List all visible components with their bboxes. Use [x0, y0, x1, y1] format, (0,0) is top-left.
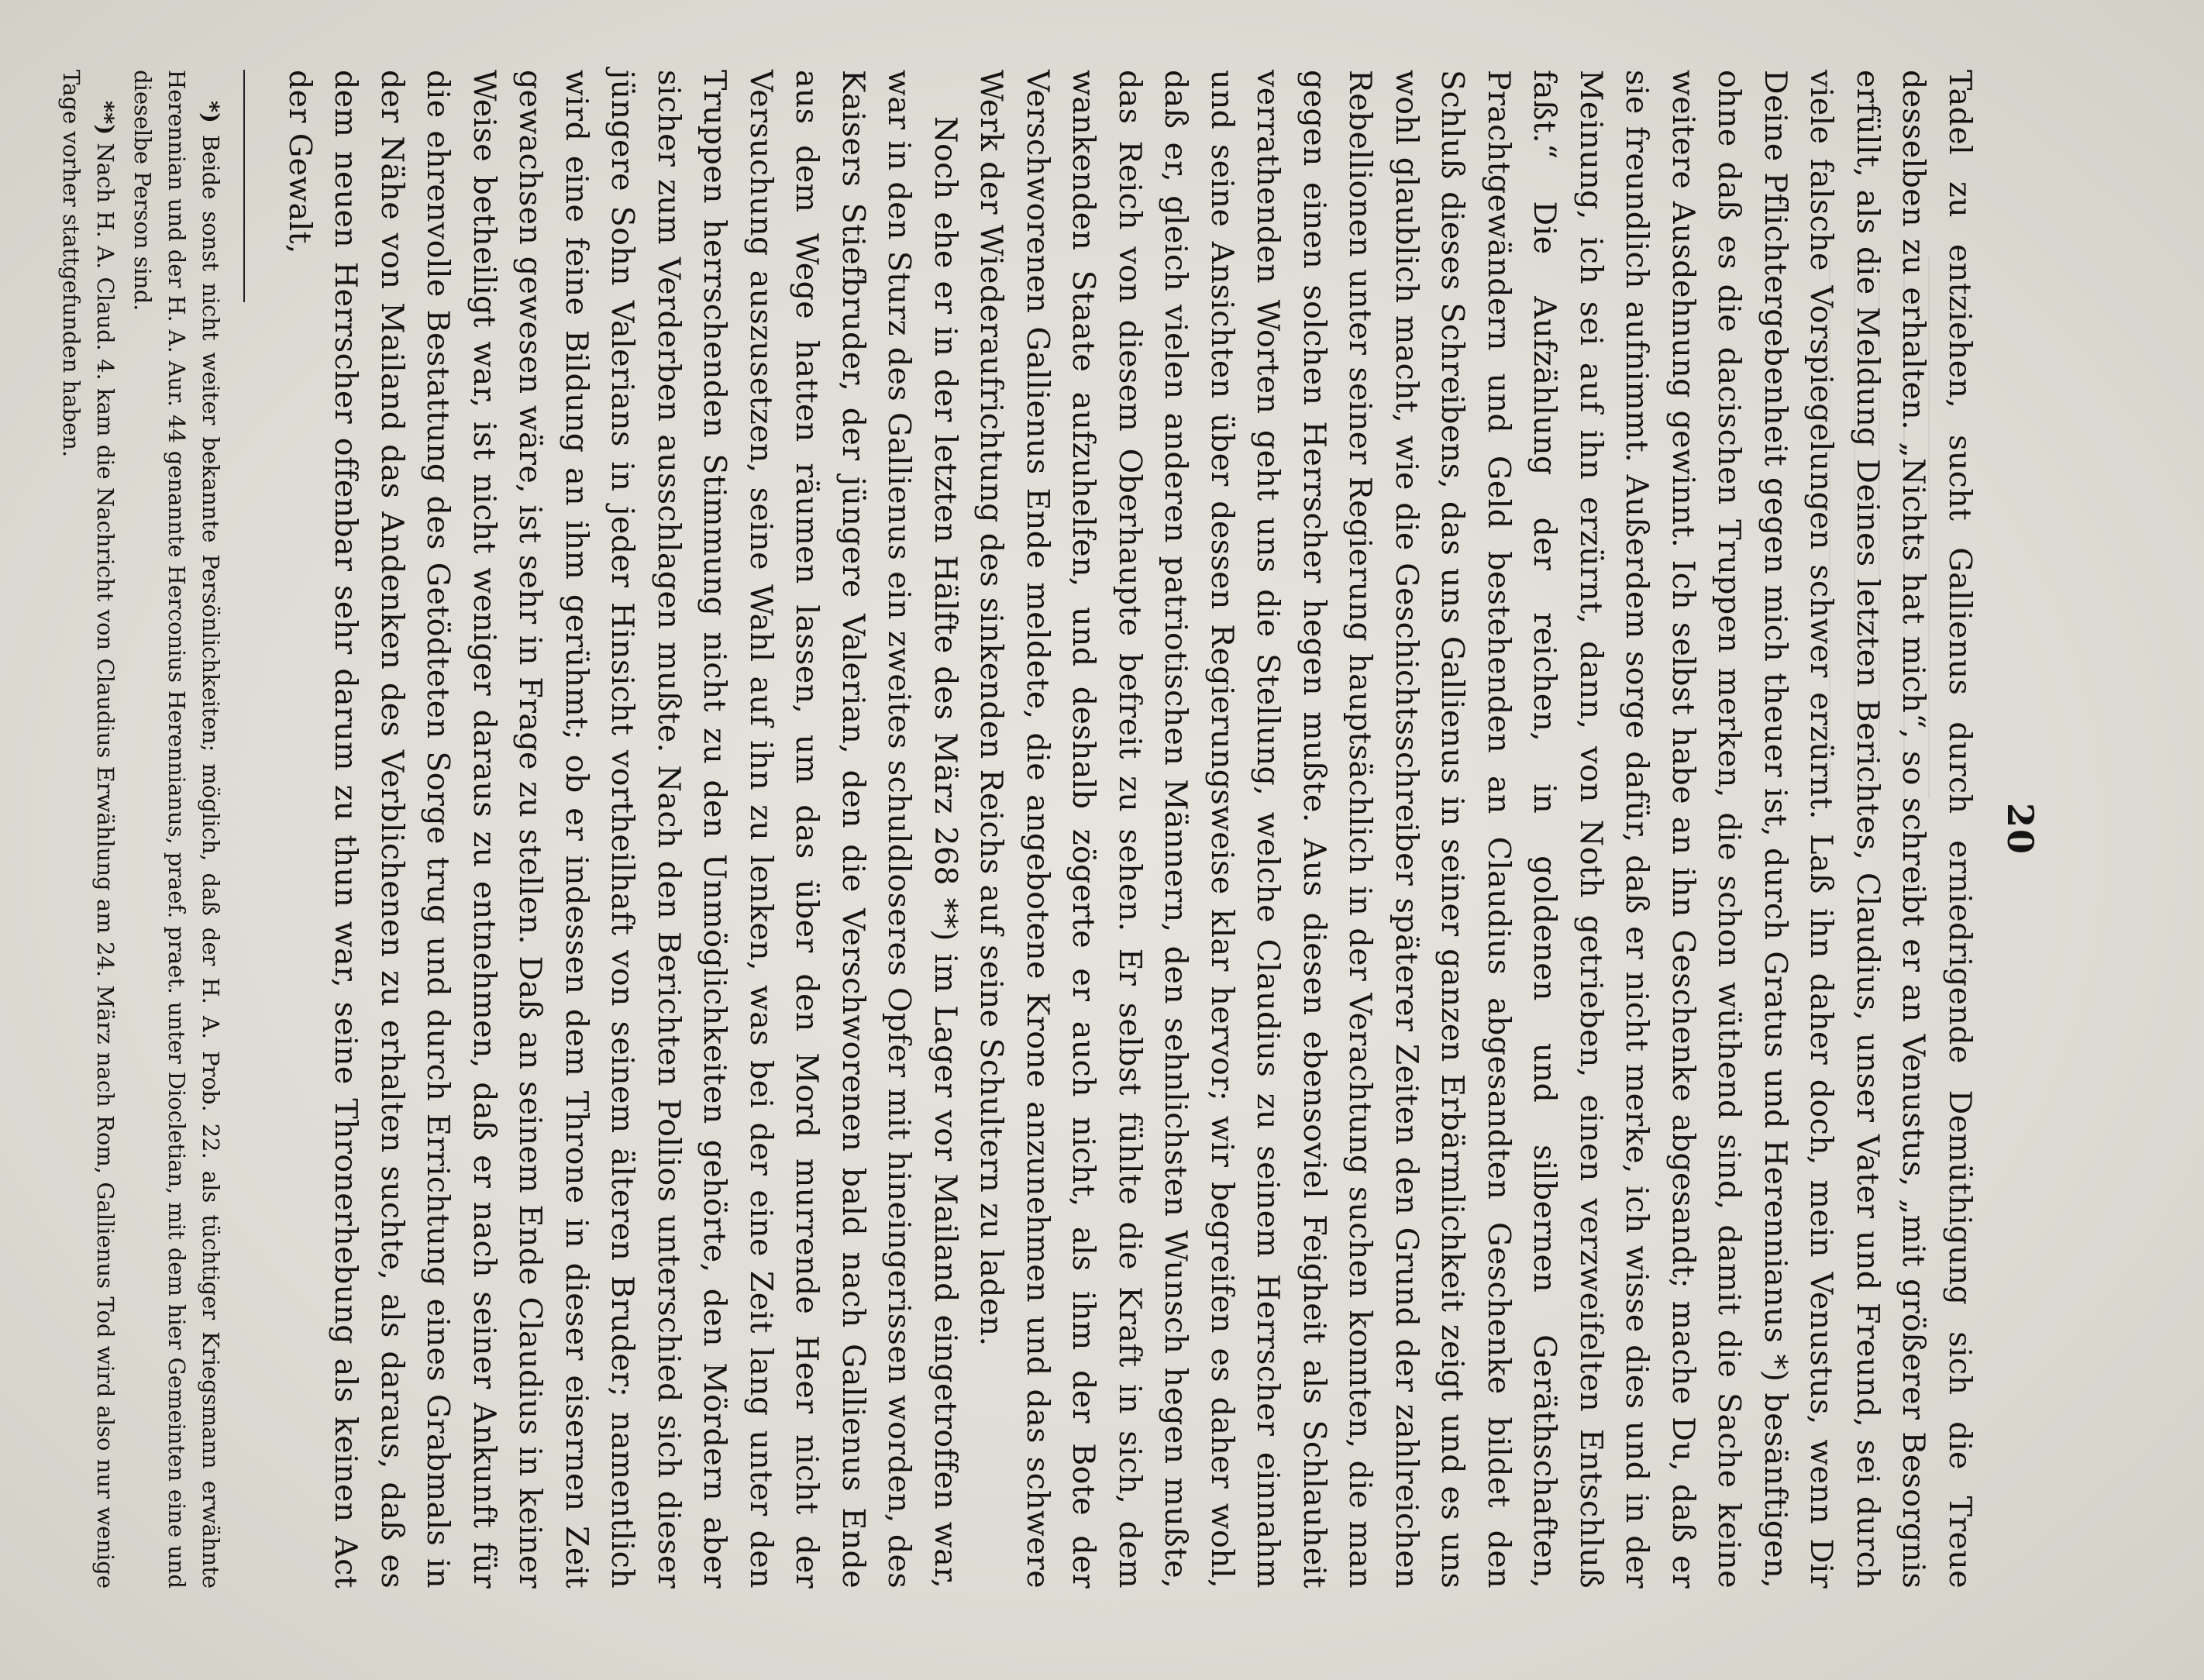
footnote-mark: *)	[198, 101, 225, 123]
footnote-rule	[244, 70, 246, 302]
footnote-text: Nach H. A. Claud. 4. kam die Nachricht von Claudius Erwählung am 24. März nach Rom, Gallienus Tod wird also nur wenige Tage vorher stattgefunden haben.	[58, 70, 119, 1589]
footnote-mark: **)	[92, 101, 119, 136]
page-content	[52, 70, 2042, 1589]
footnote-1	[126, 70, 229, 1589]
body-text	[277, 70, 1983, 1589]
page-number: 20	[1999, 802, 2041, 855]
paragraph-2: Noch ehe er in der letzten Hälfte des März 268 **) im Lager vor Mailand eingetroffen war, war in den Sturz des Gallienus ein zweites schuldloseres Opfer mit hineingerissen worden, des Kaisers Stiefbruder, der jüngere Valerian, den die Verschworenen bald nach Gallienus Ende aus dem Wege hatten räumen lassen, um das über den Mord murrende Heer nicht der Versuchung auszusetzen, seine Wahl auf ihn zu lenken, was bei der eine Zeit lang unter den Truppen herrschenden Stimmung nicht zu den Unmöglichkeiten gehörte, den Mördern aber sicher zum Verderben ausschlagen mußte. Nach den Berichten Pollios unterschied sich dieser jüngere Sohn Valerians in jeder Hinsicht vortheilhaft von seinem älteren Bruder; namentlich wird eine feine Bildung an ihm gerühmt; ob er indessen dem Throne in dieser eisernen Zeit gewachsen gewesen wäre, ist sehr in Frage zu stellen. Daß an seinem Ende Claudius in keiner Weise betheiligt war, ist nicht weniger daraus zu entnehmen, daß er nach seiner Ankunft für die ehrenvolle Bestattung des Getödteten Sorge trug und durch Errichtung eines Grabmals in der Nähe von Mailand das Andenken des Verblichenen zu erhalten suchte, als daraus, daß es dem neuen Herrscher offenbar sehr darum zu thun war, seine Thronerhebung als keinen Act der Gewalt,	[282, 70, 963, 1589]
footnote-text: Beide sonst nicht weiter bekannte Persönlichkeiten; möglich, daß der H. A. Prob. 22. als tüchtiger Kriegsmann erwähnte Herennian und der H. A. Aur. 44 genannte Herconius Herennianus, praef. praet. unter Diocletian, mit dem hier Gemeinten eine und dieselbe Person sind.	[129, 70, 225, 1589]
footnote-2	[55, 70, 123, 1589]
footnotes	[55, 70, 229, 1589]
paragraph-1: Tadel zu entziehen, sucht Gallienus durch erniedrigende Demüthigung sich die Treue desselben zu erhalten. „Nichts hat mich“, so schreibt er an Venustus, „mit größerer Besorgnis erfüllt, als die Meldung Deines letzten Berichtes, Claudius, unser Vater und Freund, sei durch viele falsche Vorspiegelungen schwer erzürnt. Laß ihn daher doch, mein Venustus, wenn Dir Deine Pflichtergebenheit gegen mich theuer ist, durch Gratus und Herennianus *) besänftigen, ohne daß es die dacischen Truppen merken, die schon wüthend sind, damit die Sache keine weitere Ausdehnung gewinnt. Ich selbst habe an ihn Geschenke abgesandt; mache Du, daß er sie freundlich aufnimmt. Außerdem sorge dafür, daß er nicht merke, ich wisse dies und in der Meinung, ich sei auf ihn erzürnt, dann, von Noth getrieben, einen verzweifelten Entschluß faßt.“ Die Aufzählung der reichen, in goldenen und silbernen Geräthschaften, Prachtgewändern und Geld bestehenden an Claudius abgesandten Geschenke bildet den Schluß dieses Schreibens, das uns Gallienus in seiner ganzen Erbärmlichkeit zeigt und es uns wohl glaublich macht, wie die Geschichtsschreiber späterer Zeiten den Grund der zahlreichen Rebellionen unter seiner Regierung hauptsächlich in der Verachtung suchen konnten, die man gegen einen solchen Herrscher hegen mußte. Aus diesen ebensoviel Feigheit als Schlauheit verrathenden Worten geht uns die Stellung, welche Claudius zu seinem Herrscher einnahm und seine Ansichten über dessen Regierungsweise klar hervor; wir begreifen es daher wohl, daß er, gleich vielen anderen patriotischen Männern, den sehnlichsten Wunsch hegen mußte, das Reich von diesem Oberhaupte befreit zu sehen. Er selbst fühlte die Kraft in sich, dem wankenden Staate aufzuhelfen, und deshalb zögerte er auch nicht, als ihm der Bote der Verschworenen Gallienus Ende meldete, die angebotene Krone anzunehmen und das schwere Werk der Wiederaufrichtung des sinkenden Reichs auf seine Schultern zu laden.	[973, 70, 1978, 1589]
